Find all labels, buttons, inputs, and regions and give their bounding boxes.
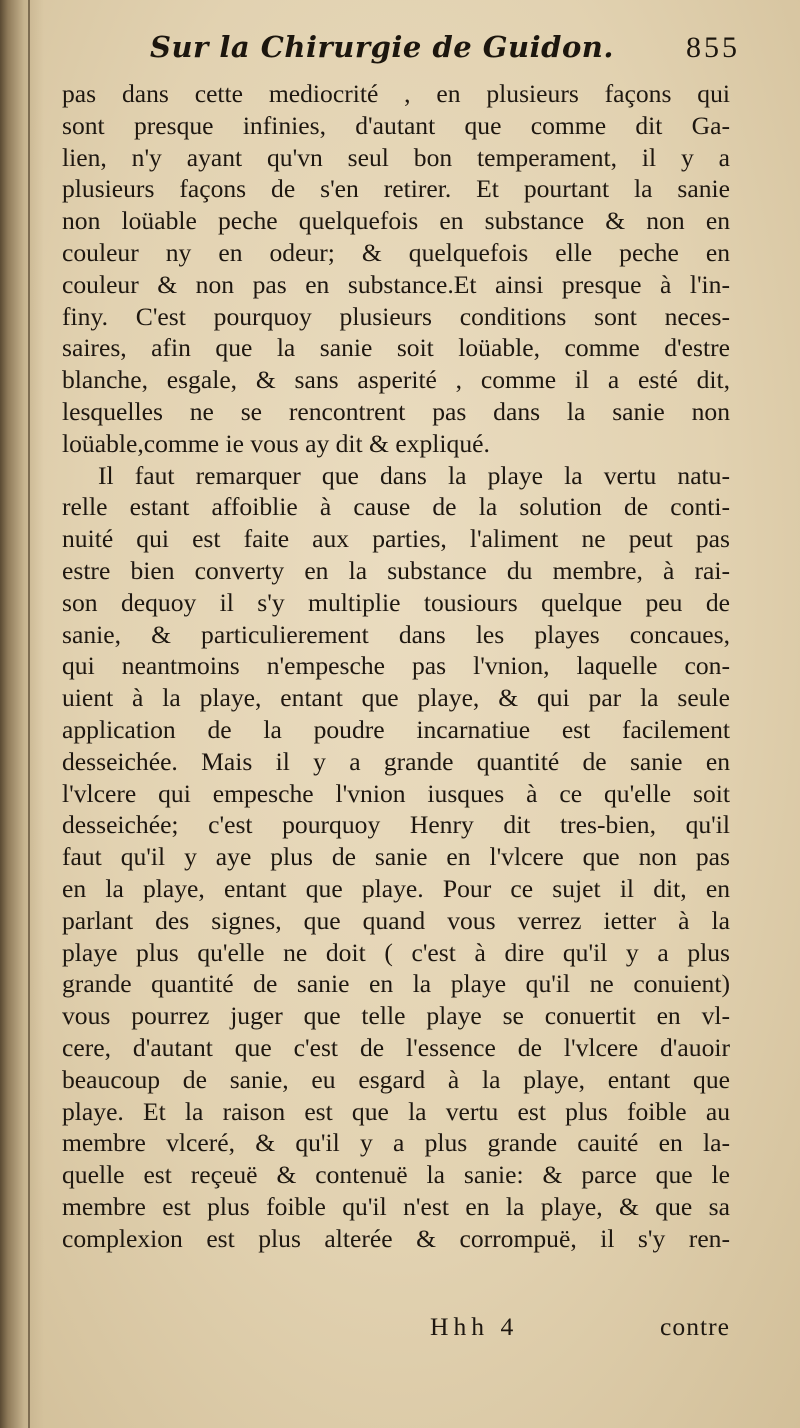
page-number: 855 [686, 31, 740, 64]
text-line: relle estant affoiblie à cause de la solution de conti- [62, 492, 730, 522]
text-line: quelle est reçeuë & contenuë la sanie: & parce que le [62, 1160, 730, 1190]
text-line: plusieurs façons de s'en retirer. Et pourtant la sanie [62, 174, 730, 204]
text-line: desseichée; c'est pourquoy Henry dit tres-bien, qu'il [62, 810, 730, 840]
text-line: vous pourrez juger que telle playe se conuertit en vl- [62, 1001, 730, 1031]
body-text [62, 78, 730, 1254]
text-line: non loüable peche quelquefois en substance & non en [62, 206, 730, 236]
text-line: couleur ny en odeur; & quelquefois elle peche en [62, 237, 730, 267]
text-line: cere, d'autant que c'est de l'essence de l'vlcere d'auoir [62, 1032, 730, 1062]
page-header [150, 30, 740, 76]
text-line: en la playe, entant que playe. Pour ce sujet il dit, en [62, 873, 730, 903]
text-line: grande quantité de sanie en la playe qu'il ne conuient) [62, 969, 730, 999]
text-line: beaucoup de sanie, eu esgard à la playe, entant que [62, 1064, 730, 1094]
catchword: contre [660, 1312, 730, 1341]
text-line: sont presque infinies, d'autant que comme dit Ga- [62, 110, 730, 140]
running-title: Sur la Chirurgie de Guidon. [150, 30, 614, 64]
text-line: membre est plus foible qu'il n'est en la playe, & que sa [62, 1191, 730, 1221]
text-line: couleur & non pas en substance.Et ainsi presque à l'in- [62, 269, 730, 299]
text-line: parlant des signes, que quand vous verrez ietter à la [62, 905, 730, 935]
page-footer [62, 1312, 730, 1348]
text-line: Il faut remarquer que dans la playe la vertu natu- [98, 460, 730, 490]
binding-gutter-shadow [0, 0, 44, 1428]
text-line: finy. C'est pourquoy plusieurs conditions sont neces- [62, 301, 730, 331]
text-line: membre vlceré, & qu'il y a plus grande cauité en la- [62, 1128, 730, 1158]
text-line: nuité qui est faite aux parties, l'aliment ne peut pas [62, 524, 730, 554]
binding-edge [28, 0, 30, 1428]
text-line: complexion est plus alterée & corrompuë, il s'y ren- [62, 1223, 730, 1253]
text-line: lesquelles ne se rencontrent pas dans la sanie non [62, 396, 730, 426]
text-line: sanie, & particulierement dans les playes concaues, [62, 619, 730, 649]
text-line: application de la poudre incarnatiue est facilement [62, 714, 730, 744]
text-line: lien, n'y ayant qu'vn seul bon temperament, il y a [62, 142, 730, 172]
text-line: blanche, esgale, & sans asperité , comme il a esté dit, [62, 365, 730, 395]
text-line: pas dans cette mediocrité , en plusieurs façons qui [62, 79, 730, 108]
text-line: qui neantmoins n'empesche pas l'vnion, laquelle con- [62, 651, 730, 681]
text-line: saires, afin que la sanie soit loüable, comme d'estre [62, 333, 730, 363]
text-line: son dequoy il s'y multiplie tousiours quelque peu de [62, 587, 730, 617]
text-line: playe. Et la raison est que la vertu est plus foible au [62, 1096, 730, 1126]
text-line: loüable,comme ie vous ay dit & expliqué. [62, 428, 490, 458]
text-line: estre bien converty en la substance du membre, à rai- [62, 555, 730, 585]
text-line: desseichée. Mais il y a grande quantité de sanie en [62, 746, 730, 776]
text-line: faut qu'il y aye plus de sanie en l'vlcere que non pas [62, 842, 730, 872]
text-line: l'vlcere qui empesche l'vnion iusques à ce qu'elle soit [62, 778, 730, 808]
text-line: playe plus qu'elle ne doit ( c'est à dire qu'il y a plus [62, 937, 730, 967]
text-line: uient à la playe, entant que playe, & qui par la seule [62, 683, 730, 713]
signature-mark: Hhh 4 [430, 1312, 519, 1341]
